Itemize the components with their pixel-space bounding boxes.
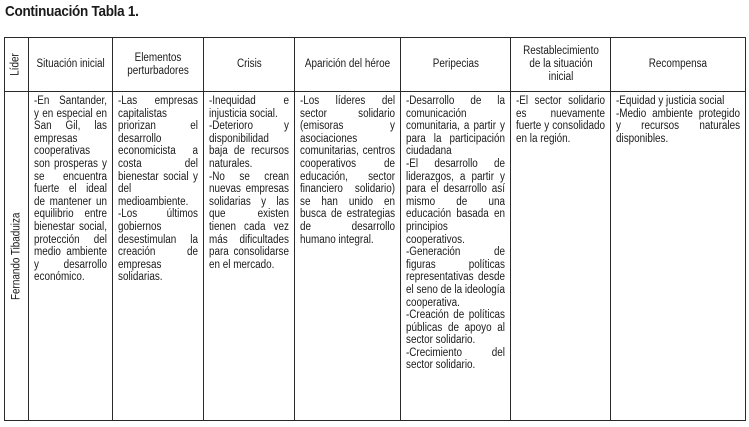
col-header-recompensa: Recompensa [611, 38, 746, 92]
cell-text-line: son prosperas y [34, 157, 108, 170]
cell-text-line: cooperativa. [406, 296, 460, 309]
cell-text-line: para consolidarse [209, 246, 290, 259]
cell-text-line: baja de recursos [209, 145, 290, 158]
cell-situacion-inicial [29, 92, 113, 421]
cell-text-line: es nuevamente [516, 107, 606, 120]
cell-text-line: -En Santander, [34, 95, 108, 107]
cell-text-line: -Desarrollo de la [406, 95, 506, 107]
table-row [5, 92, 746, 421]
cell-elementos-perturbadores [113, 92, 204, 421]
cell-text-line: medioambiente. [118, 195, 189, 208]
cell-peripecias [401, 92, 511, 421]
cell-text-line: de mantener un [34, 195, 108, 208]
cell-text-line: cooperativos. [406, 233, 465, 246]
cell-recompensa [611, 92, 746, 421]
cell-text-line: fuerte el ideal [34, 183, 108, 196]
col-header-lider: Líder [5, 38, 29, 92]
cell-crisis [204, 92, 295, 421]
cell-text-line: en la región. [516, 132, 571, 145]
cell-text-line: -Deterioro y [209, 120, 290, 133]
cell-text-line: liderazgos, a partir y [406, 170, 506, 183]
cell-text-line: -Las empresas [118, 95, 199, 107]
cell-text-line: asociaciones [300, 132, 358, 145]
cell-text-line: ciudadana [406, 145, 452, 158]
cell-text-line: para el desarrollo así [406, 183, 506, 196]
narrative-table [4, 37, 746, 421]
cell-text-line: -Medio ambiente protegido [616, 107, 741, 120]
cell-text-line: nuevas empresas [209, 183, 290, 196]
cell-text-line: busca de estrategias [300, 208, 396, 221]
cell-text-line: -El desarrollo de [406, 157, 506, 170]
header-row [5, 38, 746, 92]
cell-text-line: sector solidario. [406, 359, 476, 372]
cell-text-line: y desarrollo [34, 258, 108, 271]
cell-text-line: capitalistas [118, 107, 167, 120]
cell-text-line: solidarias y las [209, 195, 290, 208]
cell-text-line: representativas desde [406, 271, 506, 284]
cell-text-line: sector solidario. [406, 334, 476, 347]
cell-text-line: naturales. [209, 157, 253, 170]
col-header-aparicion-heroe: Aparición del héroe [295, 38, 401, 92]
cell-text-line: fuerte y consolidado [516, 120, 606, 133]
cell-text-line: -Los últimos [118, 208, 199, 221]
cell-text-line: del [118, 183, 132, 196]
cell-text-line: -Crecimiento del [406, 346, 506, 359]
col-header-peripecias: Peripecias [401, 38, 511, 92]
cell-text-line: más dificultades [209, 233, 290, 246]
cell-aparicion-heroe [295, 92, 401, 421]
cell-text-line: -Creación de políticas [406, 309, 506, 322]
cell-text-line: -Inequidad e [209, 95, 290, 107]
cell-text-line: se encuentra [34, 170, 108, 183]
cell-text-line: el seno de la ideología [406, 283, 506, 296]
col-header-restablecimiento: Restablecimiento de la situación inicial [511, 38, 611, 92]
cell-restablecimiento [511, 92, 611, 421]
cell-text-line: gobiernos [118, 220, 162, 233]
cell-text-line: cooperativos de [300, 157, 396, 170]
cell-text-line: educación basada en [406, 208, 506, 221]
cell-text-line: humano integral. [300, 233, 374, 246]
cell-text-line: cooperativas [34, 145, 91, 158]
cell-text-line: en el mercado. [209, 258, 275, 271]
cell-text-line: desestimulan la [118, 233, 199, 246]
col-header-situacion-inicial: Situación inicial [29, 38, 113, 92]
cell-text-line: -Equidad y justicia social [616, 95, 725, 107]
cell-text-line: bienestar social y [118, 170, 199, 183]
cell-text-line: que existen [209, 208, 290, 221]
cell-text-line: se han unido en [300, 195, 396, 208]
cell-text-line: empresas [34, 132, 78, 145]
cell-text-line: y recursos naturales [616, 120, 741, 133]
cell-text-line: protección del [34, 233, 108, 246]
cell-text-line: (emisoras y [300, 120, 396, 133]
cell-text-line: para la participación [406, 132, 506, 145]
cell-text-line: sector solidario [300, 107, 396, 120]
cell-text-line: bienestar social, [34, 220, 108, 233]
page-title: Continuación Tabla 1. [5, 3, 139, 20]
cell-text-line: educación, sector [300, 170, 396, 183]
cell-text-line: de desarrollo [300, 220, 396, 233]
cell-text-line: solidarias. [118, 271, 163, 284]
cell-text-line: y en especial en [34, 107, 108, 120]
col-header-elementos-perturbadores: Elementos perturbadores [113, 38, 204, 92]
leader-cell: Fernando Tibaduiza [5, 92, 29, 421]
cell-text-line: medio ambiente [34, 246, 108, 259]
cell-text-line: financiero solidario) [300, 183, 396, 196]
col-header-crisis: Crisis [204, 38, 295, 92]
cell-text-line: San Gil, las [34, 120, 108, 133]
cell-text-line: creación de [118, 246, 199, 259]
cell-text-line: costa del [118, 157, 199, 170]
cell-text-line: figuras políticas [406, 258, 506, 271]
cell-text-line: tienen cada vez [209, 220, 290, 233]
cell-text-line: -Generación de [406, 246, 506, 259]
cell-text-line: equilibrio entre [34, 208, 108, 221]
cell-text-line: -El sector solidario [516, 95, 606, 107]
cell-text-line: economicista a [118, 145, 199, 158]
cell-text-line: -Los líderes del [300, 95, 396, 107]
cell-text-line: priorizan el [118, 120, 199, 133]
cell-text-line: disponibles. [616, 132, 669, 145]
cell-text-line: comunitaria, a partir y [406, 120, 506, 133]
cell-text-line: mismo de una [406, 195, 506, 208]
cell-text-line: empresas [118, 258, 162, 271]
cell-text-line: económico. [34, 271, 85, 284]
cell-text-line: -No se crean [209, 170, 290, 183]
cell-text-line: públicas de apoyo al [406, 321, 506, 334]
cell-text-line: comunicación [406, 107, 467, 120]
cell-text-line: principios [406, 220, 448, 233]
cell-text-line: injusticia social. [209, 107, 278, 120]
cell-text-line: desarrollo [118, 132, 162, 145]
cell-text-line: disponibilidad [209, 132, 269, 145]
cell-text-line: comunitarias, centros [300, 145, 396, 158]
